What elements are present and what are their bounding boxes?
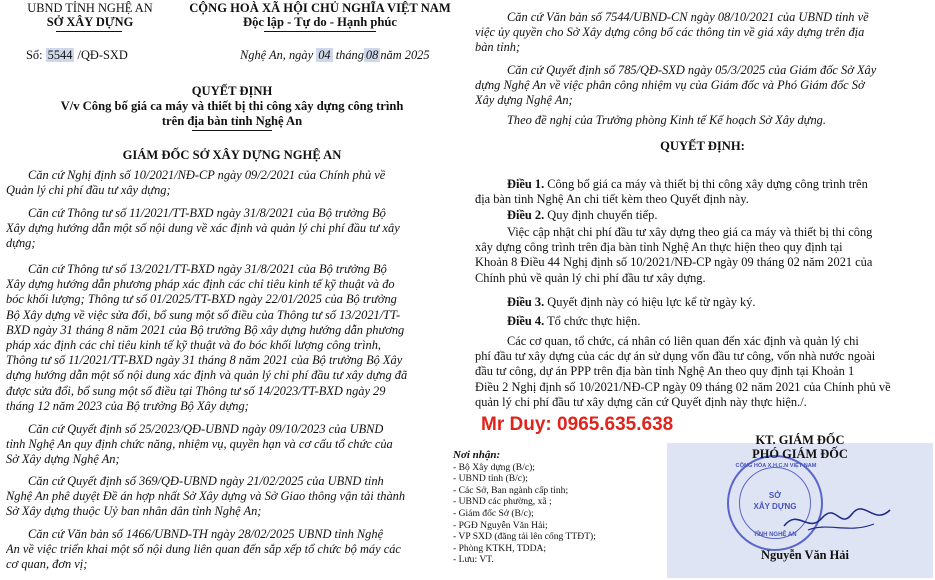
text-line: đầu tư công, dự án PPP trên địa bàn tỉnh Nghệ An theo quy định tại Khoản 1 <box>475 364 855 379</box>
recipient-item: - Phòng KTKH, TDDA; <box>453 542 547 554</box>
text-line: Căn cứ Thông tư số 13/2021/TT-BXD ngày 31/8/2021 của Bộ trưởng Bộ <box>28 262 387 276</box>
recipient-item: - UBND tỉnh (B/c); <box>453 473 528 485</box>
legal-basis-3 <box>6 262 458 414</box>
motto-underline <box>264 31 376 32</box>
recipient-item: - Lưu: VT. <box>453 554 494 566</box>
text-line: Bộ Xây dựng về việc sửa đổi, bổ sung một số điều của Thông tư số 13/2021/TT- <box>6 307 401 322</box>
text-line: Các cơ quan, tổ chức, cá nhân có liên quan đến xác định và quản lý chi <box>507 334 859 348</box>
text-line: Căn cứ Quyết định số 369/QĐ-UBND ngày 21/02/2025 của UBND tỉnh <box>28 474 384 488</box>
issue-date <box>240 48 430 63</box>
seal-bottom-text: TỈNH NGHỆ AN <box>753 532 797 538</box>
text-line: phí đầu tư xây dựng của các dự án sử dụng vốn đầu tư công, vốn nhà nước ngoài <box>475 349 876 364</box>
number-prefix: Số: <box>26 48 43 62</box>
article-3 <box>475 295 930 310</box>
text-line: xây dựng công trình trên địa bàn tỉnh Nghệ An thực hiện theo quy định tại <box>475 240 843 255</box>
signer-name: Nguyễn Văn Hải <box>761 548 849 562</box>
article-4-body <box>475 334 930 410</box>
recipient-item: - VP SXD (đăng tải lên cổng TTĐT); <box>453 531 596 543</box>
recipients-heading: Nơi nhận: <box>453 449 501 461</box>
text-line: tỉnh Nghệ An quy định chức năng, nhiệm vụ, quyền hạn và cơ cấu tổ chức của <box>6 437 393 452</box>
text-line: tháng 12 năm 2023 của Bộ trưởng Bộ Xây dựng; <box>6 398 249 413</box>
text-line: Công bố giá ca máy và thiết bị thi công xây dựng công trình trên <box>547 177 868 191</box>
republic-name: CỘNG HOÀ XÃ HỘI CHỦ NGHĨA VIỆT NAM <box>189 1 451 15</box>
text-line: bóc khối lượng; Thông tư số 01/2025/TT-BXD ngày 22/01/2025 của Bộ trưởng <box>6 292 397 307</box>
seal-top-text: CỘNG HÒA X.H.C.N VIỆT NAM <box>735 463 817 469</box>
seal-center-text-1: SỞ <box>768 491 782 500</box>
decision-subject-line-1: V/v Công bố giá ca máy và thiết bị thi công xây dựng công trình <box>60 99 404 113</box>
article-1 <box>475 177 930 207</box>
article-label: Điều 1. <box>507 177 545 191</box>
date-month-label: tháng <box>335 48 364 62</box>
handwritten-signature-icon <box>778 500 898 540</box>
text-line: Xây dựng hướng dẫn phương pháp xác định các chỉ tiêu kinh tế kỹ thuật và đo <box>6 277 395 292</box>
number-value: 5544 <box>47 48 73 62</box>
agency-parent: UBND TỈNH NGHỆ AN <box>27 1 153 15</box>
text-line: được sửa đổi, bổ sung một số điều tại Thông tư số 14/2023/TT-BXD ngày 29 <box>6 383 386 398</box>
signer-title: PHÓ GIÁM ĐỐC <box>752 447 848 461</box>
article-2-body <box>475 225 930 286</box>
date-prefix: Nghệ An, ngày <box>240 48 314 62</box>
text-line: Theo đề nghị của Trưởng phòng Kinh tế Kế hoạch Sở Xây dựng. <box>507 113 826 127</box>
text-line: Căn cứ Thông tư số 11/2021/TT-BXD ngày 31/8/2021 của Bộ trưởng Bộ <box>28 206 386 220</box>
motto: Độc lập - Tự do - Hạnh phúc <box>243 15 397 29</box>
article-4 <box>475 314 930 329</box>
text-line: Căn cứ Quyết định số 785/QĐ-SXD ngày 05/3/2025 của Giám đốc Sở Xây <box>507 63 877 77</box>
agency-name: SỞ XÂY DỰNG <box>46 15 134 29</box>
legal-basis-2 <box>6 206 458 252</box>
text-line: Khoản 8 Điều 44 Nghị định số 10/2021/NĐ-CP ngày 09 tháng 02 năm 2021 của <box>475 255 873 270</box>
legal-basis-5 <box>6 474 458 520</box>
seal-center-text-2: XÂY DỰNG <box>753 502 797 511</box>
decision-heading: QUYẾT ĐỊNH: <box>660 139 745 153</box>
text-line: pháp xác định các chỉ tiêu kinh tế kỹ thuật và đo bóc khối lượng công trình, <box>6 338 382 353</box>
text-line: cơ quan, đơn vị; <box>6 557 88 572</box>
article-label: Điều 4. <box>507 314 545 328</box>
number-suffix: /QĐ-SXD <box>77 48 128 62</box>
issuing-authority: GIÁM ĐỐC SỞ XÂY DỰNG NGHỆ AN <box>122 148 342 162</box>
recipient-item: - Bộ Xây dựng (B/c); <box>453 461 535 473</box>
text-line: Việc cập nhật chi phí đầu tư xây dựng theo giá ca máy và thiết bị thi công <box>507 225 873 239</box>
text-line: Sở Xây dựng thuộc Uỷ ban nhân dân tỉnh Nghệ An; <box>6 504 262 519</box>
subject-underline <box>192 130 272 131</box>
recipient-item: - PGĐ Nguyễn Văn Hải; <box>453 519 548 531</box>
text-line: Căn cứ Văn bản số 7544/UBND-CN ngày 08/10/2021 của UBND tỉnh về <box>507 10 869 24</box>
article-label: Điều 2. <box>507 208 545 222</box>
text-line: Căn cứ Quyết định số 25/2023/QĐ-UBND ngày 09/10/2023 của UBND <box>28 422 384 436</box>
text-line: Điều 2 Nghị định số 10/2021/NĐ-CP ngày 09 tháng 02 năm 2021 của Chính phủ về <box>475 379 891 394</box>
text-line: Thông tư số 11/2021/TT-BXD ngày 31 tháng 8 năm 2021 của Bộ trưởng Bộ Xây <box>6 353 403 368</box>
text-line: Xây dựng hướng dẫn một số nội dung về xác định và quản lý chi phí đầu tư xây <box>6 221 400 236</box>
text-line: Sở Xây dựng Nghệ An; <box>6 452 120 467</box>
recipients-list <box>453 450 596 566</box>
proposal-basis <box>475 113 930 128</box>
article-label: Điều 3. <box>507 295 545 309</box>
text-line: BXD ngày 31 tháng 8 năm 2021 của Bộ trưởng Bộ xây dựng hướng dẫn phương <box>6 322 405 337</box>
legal-basis-1 <box>6 168 458 198</box>
legal-basis-4 <box>6 422 458 468</box>
text-line: Tổ chức thực hiện. <box>547 314 641 328</box>
text-line: bàn tỉnh; <box>475 40 521 55</box>
date-day: 04 <box>318 48 331 62</box>
text-line: dựng Nghệ An về việc phân công nhiệm vụ của Giám đốc và Phó Giám đốc Sở <box>475 78 865 93</box>
text-line: địa bàn tỉnh Nghệ An chi tiết kèm theo Quyết định này. <box>475 192 749 207</box>
recipient-item: - Các Sở, Ban ngành cấp tỉnh; <box>453 484 569 496</box>
agency-underline <box>56 31 122 32</box>
article-2 <box>475 208 930 223</box>
legal-basis-6 <box>6 527 458 573</box>
text-line: Xây dựng Nghệ An; <box>475 93 573 108</box>
text-line: Quản lý chi phí đầu tư xây dựng; <box>6 183 171 198</box>
text-line: dựng hướng dẫn một số nội dung xác định và quản lý chi phí đầu tư xây dựng đã <box>6 368 408 383</box>
contact-watermark: Mr Duy: 0965.635.638 <box>481 414 674 435</box>
text-line: Căn cứ Văn bản số 1466/UBND-TH ngày 28/02/2025 UBND tỉnh Nghệ <box>28 527 384 541</box>
text-line: Căn cứ Nghị định số 10/2021/NĐ-CP ngày 09/2/2021 của Chính phủ về <box>28 168 386 182</box>
date-year: năm 2025 <box>380 48 430 62</box>
legal-basis-8 <box>475 63 930 109</box>
signer-on-behalf: KT. GIÁM ĐỐC <box>755 433 845 447</box>
text-line: Quy định chuyển tiếp. <box>547 208 658 222</box>
text-line: Quyết định này có hiệu lực kể từ ngày ký. <box>547 295 756 309</box>
legal-basis-7 <box>475 10 930 56</box>
recipient-item: - UBND các phường, xã ; <box>453 496 552 508</box>
recipient-item: - Giám đốc Sở (B/c); <box>453 507 534 519</box>
text-line: việc ủy quyền cho Sở Xây dựng công bố các thông tin về giá xây dựng trên địa <box>475 25 865 40</box>
text-line: quản lý chi phí đầu tư xây dựng căn cứ Quyết định này thực hiện./. <box>475 394 807 409</box>
text-line: Chính phủ về quản lý chi phí đầu tư xây dựng. <box>475 270 706 285</box>
date-month: 08 <box>365 48 379 62</box>
decision-title: QUYẾT ĐỊNH <box>191 84 273 98</box>
decision-subject-line-2: trên địa bàn tỉnh Nghệ An <box>161 114 303 128</box>
text-line: dựng; <box>6 236 36 251</box>
text-line: An về việc triển khai một số nội dung liên quan đến sắp xếp tổ chức bộ máy các <box>6 542 401 557</box>
text-line: Nghệ An phê duyệt Đề án hợp nhất Sở Xây dựng và Sở Giao thông vận tải thành <box>6 489 406 504</box>
document-number <box>26 48 128 63</box>
